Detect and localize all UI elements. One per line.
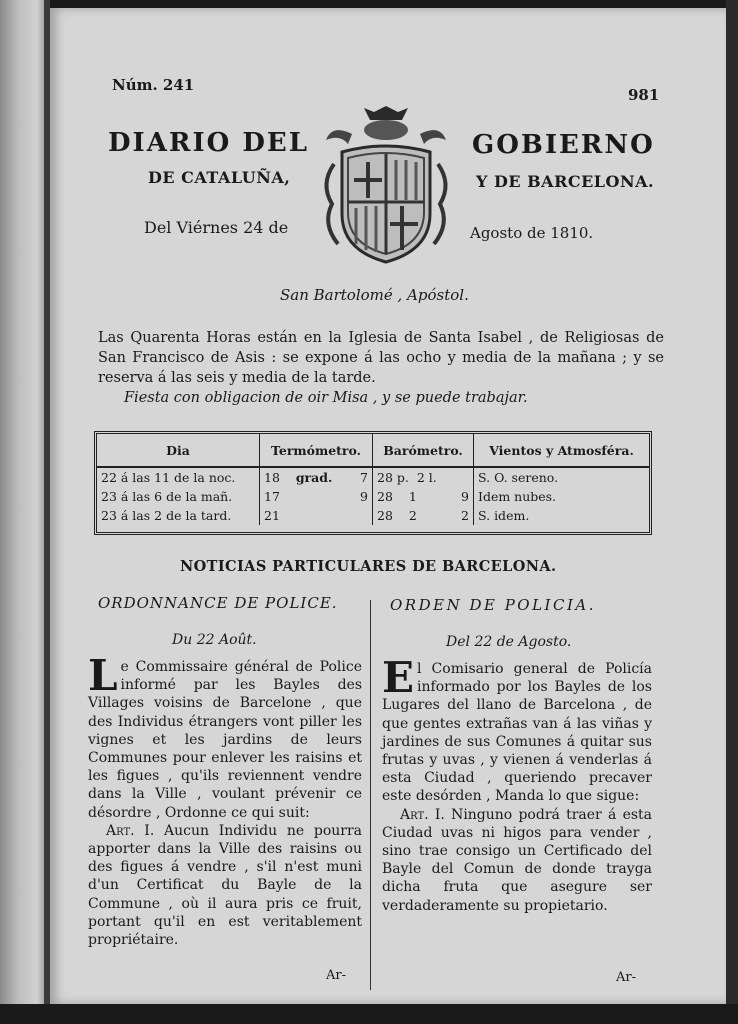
saint-of-the-day: San Bartolomé , Apóstol. <box>280 286 469 304</box>
table-header-winds: Vientos y Atmosféra. <box>474 434 650 467</box>
forty-hours-notice: Las Quarenta Horas están en la Iglesia de Santa Isabel , de Religiosas de San Francisco de Asis : se expone á las ocho y media de la mañana ; y se reserva á las seis y media de la tarde. <box>98 330 664 386</box>
feast-notice: Fiesta con obligacion de oir Misa , y se puede trabajar. <box>124 390 528 406</box>
cell-barometer: 28 1 9 <box>373 487 474 506</box>
page-number: 981 <box>628 86 660 104</box>
masthead-subtitle-right: Y DE BARCELONA. <box>476 172 655 191</box>
cell-thermometer: 18 grad. 7 <box>260 467 373 487</box>
table-header-day: Dia <box>97 434 260 467</box>
spanish-column <box>382 653 653 915</box>
section-title: NOTICIAS PARTICULARES DE BARCELONA. <box>180 558 557 575</box>
column-divider <box>370 600 371 990</box>
cell-day: 23 á las 2 de la tard. <box>97 506 260 525</box>
left-facing-page <box>0 0 46 1024</box>
table-row <box>97 487 649 506</box>
spanish-body-text: l Comisario general de Policía informado por los Bayles de los Lugares del llano de Barcelona , de que gentes extrañas van á las viñas y jardines de sus Comunes á quitar sus frutas y uvas , y vienen á venderlas á esta Ciudad , queriendo precaver este desórden , Manda lo que sigue: <box>382 661 652 805</box>
french-date: Du 22 Août. <box>172 632 257 648</box>
spanish-article-label: Art. I. <box>400 806 445 823</box>
table-row <box>97 506 649 525</box>
french-column <box>88 651 362 949</box>
spanish-article <box>382 806 652 915</box>
cell-winds: S. idem. <box>478 508 530 523</box>
issue-date-left: Del Viérnes 24 de <box>144 218 289 237</box>
issue-date-right: Agosto de 1810. <box>470 224 594 242</box>
intro-block <box>98 328 664 408</box>
masthead-title-left: DIARIO DEL <box>108 128 309 158</box>
spanish-catchword: Ar- <box>616 970 636 985</box>
spanish-heading: ORDEN DE POLICIA. <box>390 596 596 614</box>
french-heading: ORDONNANCE DE POLICE. <box>98 594 338 612</box>
french-article <box>88 822 362 949</box>
french-article-text: Aucun Individu ne pourra apporter dans la Ville des raisins ou des figues á vendre , s'il n'est muni d'un Certificat du Bayle de la Commune , où il aura pris ce fruit, portant qu'il en est veritablement propriétaire. <box>88 822 362 949</box>
coat-of-arms-icon <box>312 104 460 268</box>
cell-barometer: 28 2 2 <box>373 506 474 525</box>
table-header-barometer: Barómetro. <box>373 434 474 467</box>
cell-winds: S. O. sereno. <box>478 470 559 485</box>
spanish-article-text: Ninguno podrá traer á esta Ciudad uvas ni higos para vender , sino trae consigo un Certificado del Bayle del Comun de donde trayga dicha fruta que asegure ser verdaderamente su propietario. <box>382 806 653 914</box>
spanish-date: Del 22 de Agosto. <box>446 634 572 650</box>
french-catchword: Ar- <box>326 968 346 983</box>
masthead-subtitle-left: DE CATALUÑA, <box>148 168 291 187</box>
masthead-title-right: GOBIERNO <box>472 130 655 160</box>
bottom-edge <box>0 1004 738 1024</box>
french-body-text: e Commissaire général de Police informé par les Bayles des Villages voisins de Barcelone , que des Individus étrangers vont piller les vignes et les jardins de leurs Communes pour enlever les raisins et les figues , qu'ils reviennent vendre dans la Ville , voulant prévenir ce désordre , Ordonne ce qui suit: <box>88 659 362 821</box>
french-body <box>88 651 362 822</box>
right-page-edge <box>726 0 738 1024</box>
weather-table <box>94 431 652 535</box>
french-dropcap: L <box>88 651 118 700</box>
cell-thermometer: 17 9 <box>260 487 373 506</box>
cell-day: 22 á las 11 de la noc. <box>97 467 260 487</box>
cell-thermometer: 21 <box>260 506 373 525</box>
table-header-thermometer: Termómetro. <box>260 434 373 467</box>
spanish-body <box>382 653 652 806</box>
cell-day: 23 á las 6 de la mañ. <box>97 487 260 506</box>
french-article-label: Art. I. <box>106 822 155 839</box>
issue-number: Núm. 241 <box>112 76 195 94</box>
cell-winds: Idem nubes. <box>478 489 557 504</box>
table-row <box>97 467 649 487</box>
spanish-dropcap: E <box>382 653 415 702</box>
cell-barometer: 28 p. 2 l. <box>373 467 474 487</box>
